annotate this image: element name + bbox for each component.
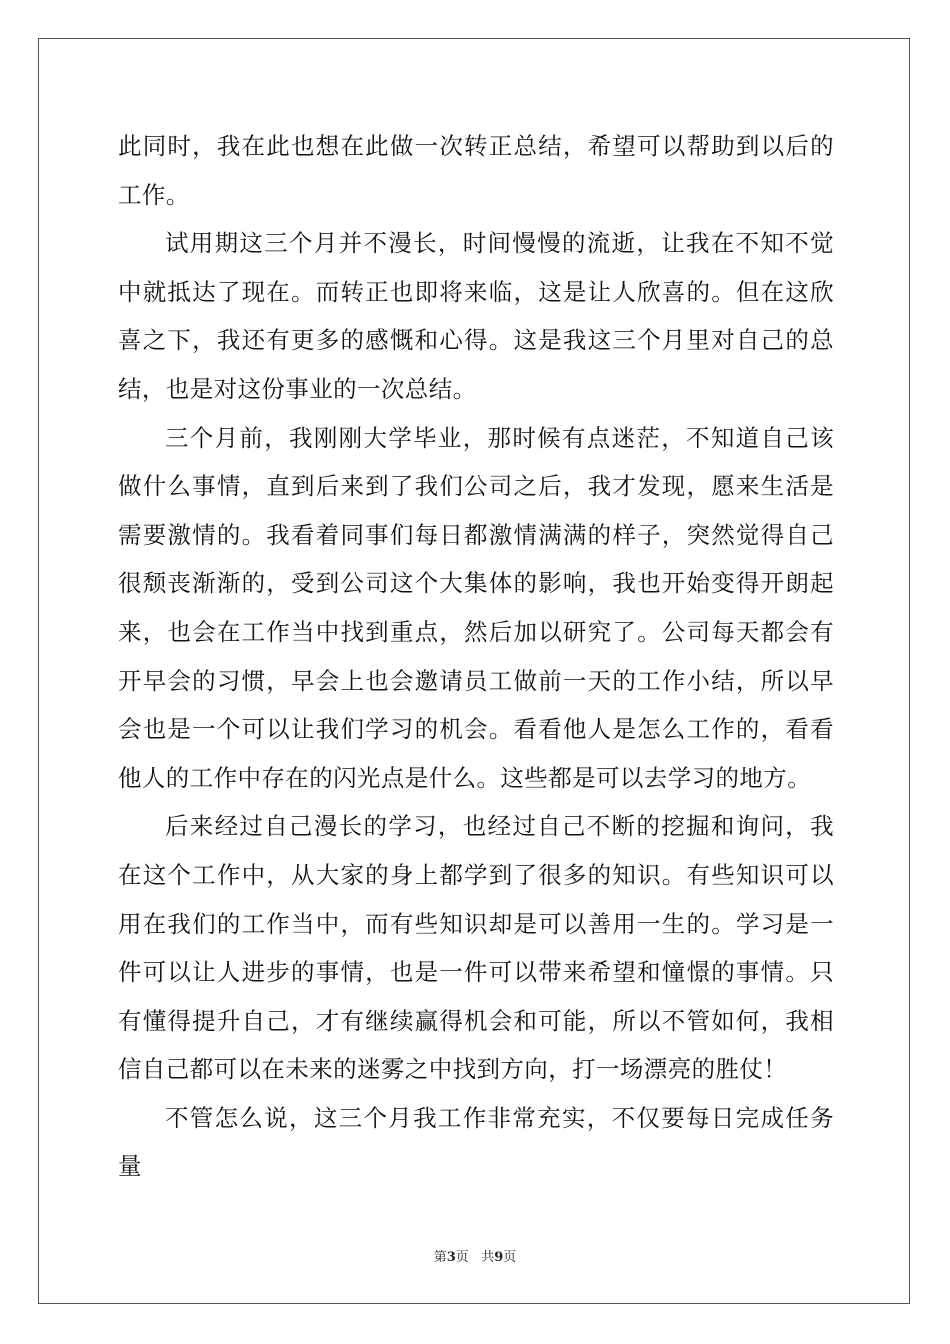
footer-current-page: 3: [446, 1250, 456, 1265]
footer-total-prefix: 共: [481, 1250, 495, 1265]
footer-page-suffix: 页: [455, 1250, 469, 1265]
footer-prefix: 第: [433, 1250, 447, 1265]
paragraph-1: 此同时，我在此也想在此做一次转正总结，希望可以帮助到以后的工作。: [118, 132, 834, 209]
document-body: [118, 122, 834, 1191]
paragraph-3: 三个月前，我刚刚大学毕业，那时候有点迷茫，不知道自己该做什么事情，直到后来到了我们公司之后，我才发现，愿来生活是需要激情的。我看着同事们每日都激情满满的样子，突然觉得自己很颓丧渐渐的，受到公司这个大集体的影响，我也开始变得开朗起来，也会在工作当中找到重点，然后加以研究了。公司每天都会有开早会的习惯，早会上也会邀请员工做前一天的工作小结，所以早会也是一个可以让我们学习的机会。看看他人是怎么工作的，看看他人的工作中存在的闪光点是什么。这些都是可以去学习的地方。: [118, 423, 834, 792]
paragraph-4: 后来经过自己漫长的学习，也经过自己不断的挖掘和询问，我在这个工作中，从大家的身上都学到了很多的知识。有些知识可以用在我们的工作当中，而有些知识却是可以善用一生的。学习是一件可以让人进步的事情，也是一件可以带来希望和憧憬的事情。只有懂得提升自己，才有继续赢得机会和可能，所以不管如何，我相信自己都可以在未来的迷雾之中找到方向，打一场漂亮的胜仗！: [118, 812, 834, 1084]
paragraph-2: 试用期这三个月并不漫长，时间慢慢的流逝，让我在不知不觉中就抵达了现在。而转正也即将来临，这是让人欣喜的。但在这欣喜之下，我还有更多的感慨和心得。这是我这三个月里对自己的总结，也是对这份事业的一次总结。: [118, 229, 834, 403]
footer-total-pages: 9: [494, 1250, 504, 1265]
footer-total-suffix: 页: [503, 1250, 517, 1265]
page-footer: [0, 1246, 950, 1265]
paragraph-5: 不管怎么说，这三个月我工作非常充实，不仅要每日完成任务量: [118, 1103, 834, 1181]
